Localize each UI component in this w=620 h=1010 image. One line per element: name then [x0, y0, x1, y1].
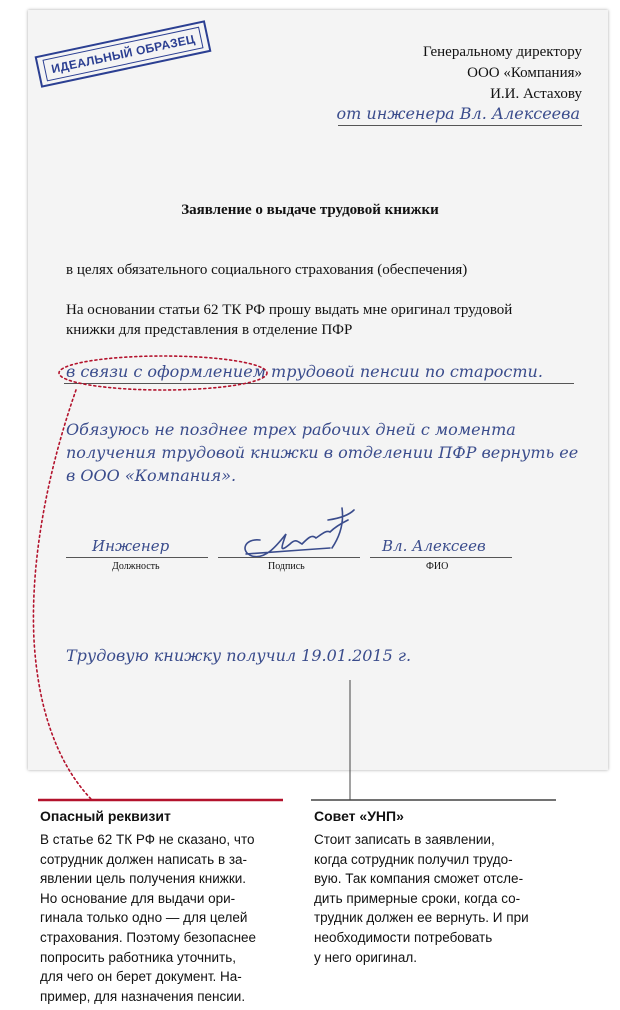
name-label: ФИО [426, 561, 449, 572]
promise-line-2: получения трудовой книжки в отделении ПФР вернуть ее [66, 443, 579, 462]
danger-text-line: попросить работника уточнить, [40, 949, 236, 965]
advice-text [314, 830, 529, 967]
danger-text-line: гинала только одно — для целей [40, 910, 248, 926]
addressee-line-2: ООО «Компания» [467, 65, 582, 81]
body-line-2: книжки для представления в отделение ПФР [66, 322, 353, 338]
danger-highlight-ellipse [59, 356, 267, 390]
addressee-line-3: И.И. Астахову [490, 86, 582, 102]
danger-text-line: Но основание для выдачи ори- [40, 890, 236, 906]
advice-text-line: необходимости потребовать [314, 929, 493, 945]
position-value: Инженер [92, 537, 170, 555]
danger-text-line: явлении цель получения книжки. [40, 871, 247, 887]
advice-text-line: вую. Так компания сможет отсле- [314, 871, 524, 887]
danger-heading: Опасный реквизит [40, 808, 171, 824]
danger-dotted-connector [33, 390, 92, 800]
danger-text-line: для чего он берет документ. На- [40, 969, 242, 985]
signature-label: Подпись [268, 561, 305, 572]
promise-line-1: Обязуюсь не позднее трех рабочих дней с момента [66, 420, 516, 439]
purpose-line: в целях обязательного социального страхования (обеспечения) [66, 262, 468, 278]
danger-text-line: страхования. Поэтому безопаснее [40, 929, 257, 945]
advice-text-line: когда сотрудник получил трудо- [314, 851, 513, 867]
promise-line-3: в ООО «Компания». [66, 466, 237, 485]
addressee-line-1: Генеральному директору [422, 44, 582, 60]
from-handwritten: от инженера Вл. Алексеева [336, 104, 580, 123]
body-line-1: На основании статьи 62 ТК РФ прошу выдать мне оригинал трудовой [66, 302, 513, 318]
position-label: Должность [112, 561, 160, 572]
received-note: Трудовую книжку получил 19.01.2015 г. [66, 646, 412, 665]
danger-text [40, 830, 256, 1006]
stamp-text: ИДЕАЛЬНЫЙ ОБРАЗЕЦ [42, 27, 203, 82]
danger-text-line: пример, для назначения пенсии. [40, 988, 246, 1004]
advice-text-line: дить примерные сроки, когда со- [314, 890, 521, 906]
danger-text-line: сотрудник должен написать в за- [40, 851, 248, 867]
advice-text-line: трудник должен ее вернуть. И при [314, 910, 529, 926]
reason-handwritten: в связи с оформлением трудовой пенсии по старости. [66, 362, 543, 381]
advice-heading: Совет «УНП» [314, 808, 404, 824]
document-title: Заявление о выдаче трудовой книжки [181, 202, 439, 218]
advice-text-line: Стоит записать в заявлении, [314, 832, 495, 847]
name-value: Вл. Алексеев [382, 537, 486, 555]
advice-text-line: у него оригинал. [314, 949, 417, 965]
danger-text-line: В статье 62 ТК РФ не сказано, что [40, 832, 255, 847]
